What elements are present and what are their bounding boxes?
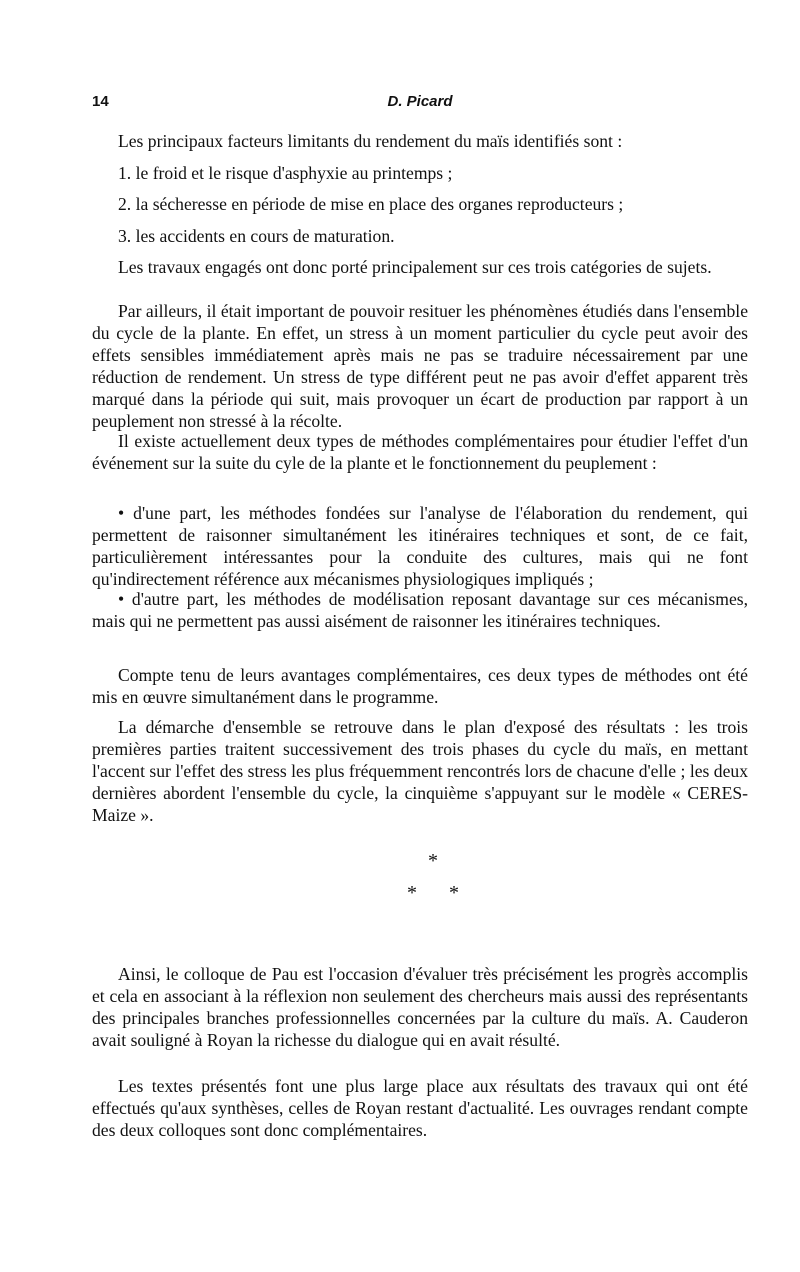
bullet-item: • d'autre part, les méthodes de modélisation reposant davantage sur ces mécanismes, mais qui ne permettent pas aussi aisément de raisonner les itinéraires techniques. <box>92 589 748 631</box>
list-item: 3. les accidents en cours de maturation. <box>118 226 395 246</box>
paragraph-ainsi: Ainsi, le colloque de Pau est l'occasion d'évaluer très précisément les progrès accomplis et cela en associant à la réflexion non seulement des chercheurs mais aussi des représentants des principales branches professionnelles concernées par la culture du maïs. A. Cauderon avait souligné à Royan la richesse du dialogue qui en avait résulté. <box>92 964 748 1050</box>
paragraph-ailleurs: Par ailleurs, il était important de pouvoir resituer les phénomènes étudiés dans l'ensemble du cycle de la plante. En effet, un stress à un moment particulier du cycle peut avoir des effets sensibles immédiatement après mais ne pas se traduire nécessairement par une réduction de rendement. Un stress de type différent peut ne pas avoir d'effet apparent très marqué dans la période qui suit, mais provoquer un écart de production par rapport à un peuplement non stressé à la récolte. <box>92 301 748 431</box>
list-item: 1. le froid et le risque d'asphyxie au printemps ; <box>118 163 453 183</box>
asterism-star: * <box>449 882 459 904</box>
paragraph-demarche: La démarche d'ensemble se retrouve dans le plan d'exposé des résultats : les trois premières parties traitent successivement des trois phases du cycle du maïs, en mettant l'accent sur l'effet des stress les plus fréquemment rencontrés lors de chacune d'elle ; les deux dernières abordent l'ensemble du cycle, la cinquième s'appuyant sur le modèle « CERES-Maize ». <box>92 717 748 825</box>
paragraph-travaux: Les travaux engagés ont donc porté principalement sur ces trois catégories de sujets. <box>118 257 712 277</box>
asterism-star: * <box>428 850 438 872</box>
bullet-item: • d'une part, les méthodes fondées sur l'analyse de l'élaboration du rendement, qui permettent de raisonner simultanément les itinéraires techniques et sont, de ce fait, particulièrement intéressantes pour la conduite des cultures, mais qui ne font qu'indirectement référence aux mécanismes physiologiques impliqués ; <box>92 503 748 589</box>
asterism-star: * <box>407 882 417 904</box>
paragraph-existe: Il existe actuellement deux types de méthodes complémentaires pour étudier l'effet d'un événement sur la suite du cyle de la plante et le fonctionnement du peuplement : <box>92 431 748 473</box>
page-number: 14 <box>92 93 109 110</box>
running-header-author: D. Picard <box>387 93 453 110</box>
list-item: 2. la sécheresse en période de mise en place des organes reproducteurs ; <box>118 194 624 214</box>
paragraph-intro: Les principaux facteurs limitants du rendement du maïs identifiés sont : <box>118 131 623 151</box>
paragraph-textes: Les textes présentés font une plus large place aux résultats des travaux qui ont été effectués qu'aux synthèses, celles de Royan restant d'actualité. Les ouvrages rendant compte des deux colloques sont donc complémentaires. <box>92 1076 748 1140</box>
paragraph-compte: Compte tenu de leurs avantages complémentaires, ces deux types de méthodes ont été mis en œuvre simultanément dans le programme. <box>92 665 748 707</box>
